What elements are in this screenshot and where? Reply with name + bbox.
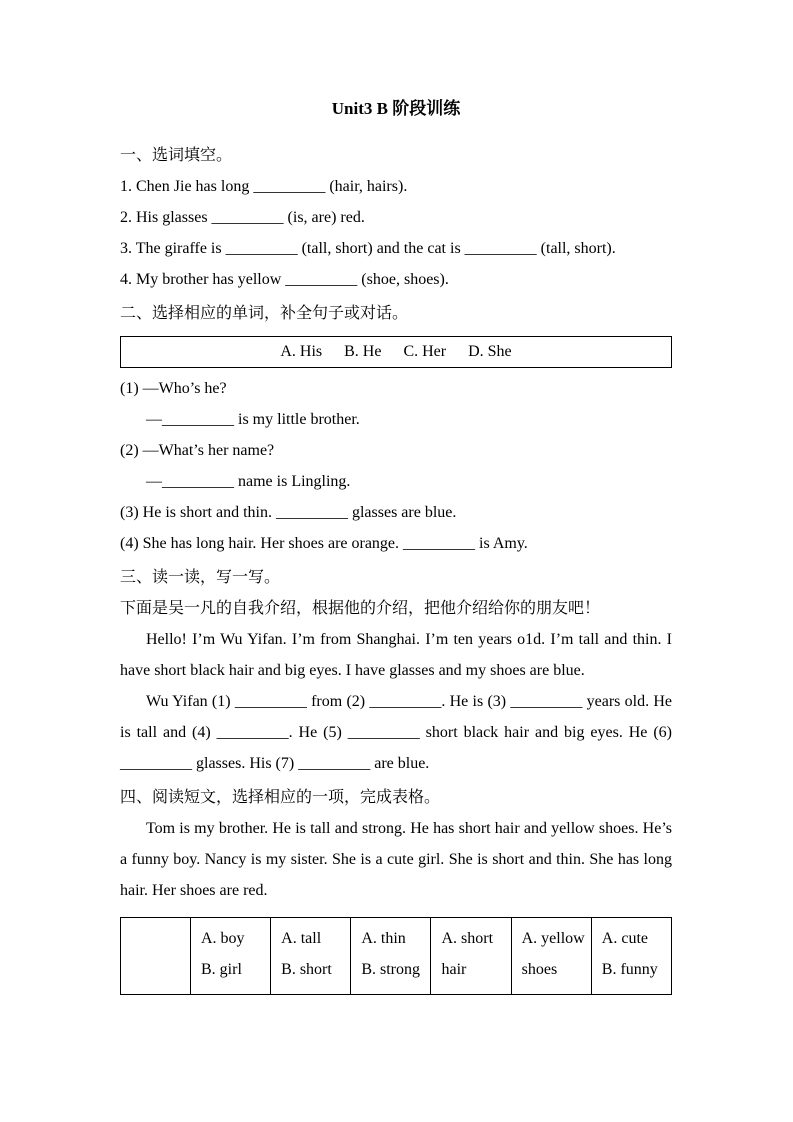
word-bank-option-b: B. He xyxy=(344,343,382,360)
table-cell-line: B. funny xyxy=(601,961,658,978)
s2-line-6: (4) She has long hair. Her shoes are orange. _________ is Amy. xyxy=(120,535,528,552)
word-bank-option-d: D. She xyxy=(468,343,512,360)
word-bank-option-c: C. Her xyxy=(403,343,447,360)
s1-item-3: 3. The giraffe is _________ (tall, short) and the cat is _________ (tall, short). xyxy=(120,240,616,257)
s1-item-2: 2. His glasses _________ (is, are) red. xyxy=(120,209,365,226)
table-cell-cute-funny xyxy=(591,918,671,995)
table-cell-line: A. thin xyxy=(361,930,406,947)
table-cell-line: A. tall xyxy=(281,930,322,947)
section2-heading: 二、选择相应的单词，补全句子或对话。 xyxy=(120,305,409,322)
table-cell-line: B. short xyxy=(281,961,332,978)
s1-item-4: 4. My brother has yellow _________ (shoe, shoes). xyxy=(120,271,449,288)
table-cell-line: B. strong xyxy=(361,961,420,978)
section3-heading: 三、读一读，写一写。 xyxy=(120,569,281,586)
s4-reading-paragraph: Tom is my brother. He is tall and strong. He has short hair and yellow shoes. He’s a funny boy. Nancy is my sister. She is a cute girl. She is short and thin. She has long hair. Her shoes are red. xyxy=(120,820,672,899)
s2-line-2: —_________ is my little brother. xyxy=(146,411,360,428)
table-cell-line: hair xyxy=(441,961,467,978)
section4-heading: 四、阅读短文，选择相应的一项，完成表格。 xyxy=(120,789,441,806)
s1-item-1: 1. Chen Jie has long _________ (hair, hairs). xyxy=(120,178,408,195)
table-cell-thin-strong xyxy=(351,918,431,995)
table-cell-line: B. girl xyxy=(201,961,242,978)
s2-line-4: —_________ name is Lingling. xyxy=(146,473,351,490)
s3-intro: 下面是吴一凡的自我介绍，根据他的介绍，把他介绍给你的朋友吧！ xyxy=(120,600,601,617)
table-cell-short-hair xyxy=(431,918,511,995)
s2-line-5: (3) He is short and thin. _________ glasses are blue. xyxy=(120,504,457,521)
table-cell-tall-short xyxy=(271,918,351,995)
s3-fill-in-paragraph: Wu Yifan (1) _________ from (2) _________. He is (3) _________ years old. He is tall and (4) _________. He (5) _________ short black hair and big eyes. He (6) _________ glasses. His (7) _________ are blue. xyxy=(120,693,672,772)
table-cell-line: A. short xyxy=(441,930,494,947)
page-title: Unit3 B 阶段训练 xyxy=(331,99,461,118)
s2-line-1: (1) —Who’s he? xyxy=(120,380,227,397)
word-bank-box xyxy=(120,336,672,368)
table-cell-line: A. boy xyxy=(201,930,245,947)
s3-self-intro-paragraph: Hello! I’m Wu Yifan. I’m from Shanghai. I’m ten years o1d. I’m tall and thin. I have short black hair and big eyes. I have glasses and my shoes are blue. xyxy=(120,631,672,679)
table-cell-boy-girl xyxy=(191,918,271,995)
table-cell-yellow-shoes xyxy=(511,918,591,995)
table-cell-line: A. yellow xyxy=(521,930,585,947)
table-cell-line: shoes xyxy=(521,961,558,978)
answer-table-header-row xyxy=(121,918,672,995)
table-cell-line: A. cute xyxy=(601,930,648,947)
s2-line-3: (2) —What’s her name? xyxy=(120,442,275,459)
table-cell-empty xyxy=(121,918,191,995)
word-bank-option-a: A. His xyxy=(280,343,323,360)
answer-table xyxy=(120,917,672,995)
section1-heading: 一、选词填空。 xyxy=(120,147,233,164)
